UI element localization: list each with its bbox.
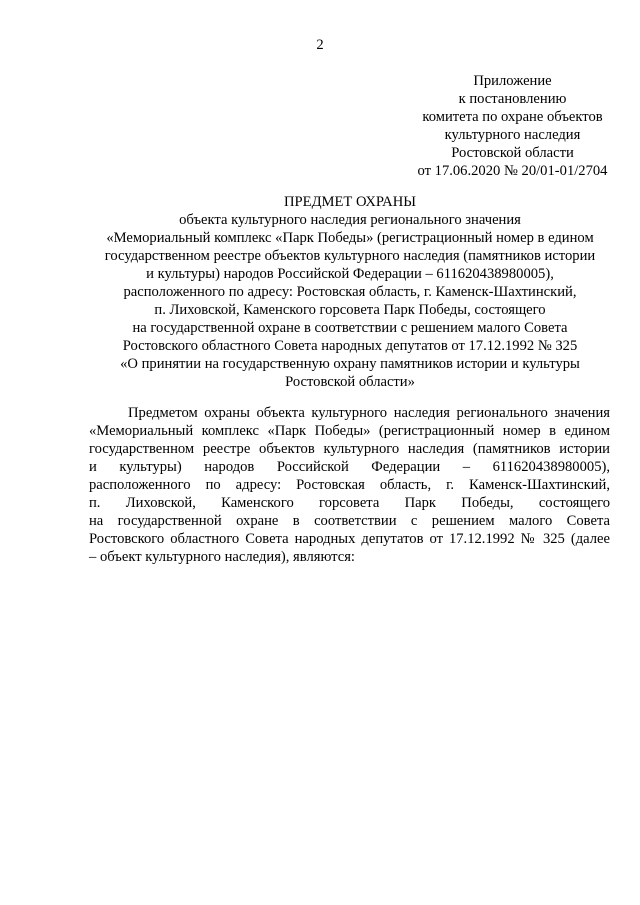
subject-line: «Мемориальный комплекс «Парк Победы» (регистрационный номер в едином — [106, 230, 594, 246]
subject-line: и культуры) народов Российской Федерации – 611620438980005), — [146, 266, 554, 282]
body-line: на государственной охране в соответствии с решением малого Совета — [89, 513, 610, 529]
body-line: – объект культурного наследия), являются: — [89, 549, 355, 565]
document-title: ПРЕДМЕТ ОХРАНЫ — [284, 194, 416, 210]
appendix-line: культурного наследия — [444, 127, 581, 143]
appendix-line: от 17.06.2020 № 20/01-01/2704 — [417, 163, 608, 179]
body-line: государственном реестре объектов культурного наследия (памятников истории — [89, 441, 610, 457]
subject-line: объекта культурного наследия регионального значения — [179, 212, 521, 228]
appendix-line: комитета по охране объектов — [422, 109, 603, 125]
subject-line: Ростовского областного Совета народных депутатов от 17.12.1992 № 325 — [122, 338, 578, 354]
body-line: Ростовского областного Совета народных депутатов от 17.12.1992 № 325 (далее — [89, 531, 610, 547]
body-line: п. Лиховской, Каменского горсовета Парк Победы, состоящего — [89, 495, 610, 511]
subject-line: «О принятии на государственную охрану памятников истории и культуры — [120, 356, 580, 372]
subject-line: расположенного по адресу: Ростовская область, г. Каменск-Шахтинский, — [123, 284, 577, 300]
body-line: расположенного по адресу: Ростовская область, г. Каменск-Шахтинский, — [89, 477, 610, 493]
page-number: 2 — [316, 37, 324, 53]
body-line: и культуры) народов Российской Федерации – 611620438980005), — [89, 459, 610, 475]
subject-heading — [0, 193, 640, 391]
appendix-line: Приложение — [473, 73, 552, 89]
subject-line: на государственной охране в соответствии с решением малого Совета — [132, 320, 568, 336]
appendix-line: Ростовской области — [451, 145, 574, 161]
body-line: Предметом охраны объекта культурного наследия регионального значения — [128, 405, 610, 421]
subject-line: п. Лиховской, Каменского горсовета Парк Победы, состоящего — [154, 302, 546, 318]
body-paragraph — [89, 404, 610, 566]
body-line: «Мемориальный комплекс «Парк Победы» (регистрационный номер в едином — [89, 423, 610, 439]
subject-line: государственном реестре объектов культурного наследия (памятников истории — [104, 248, 596, 264]
subject-line: Ростовской области» — [285, 374, 415, 390]
appendix-line: к постановлению — [458, 91, 567, 107]
appendix-header — [360, 72, 640, 180]
